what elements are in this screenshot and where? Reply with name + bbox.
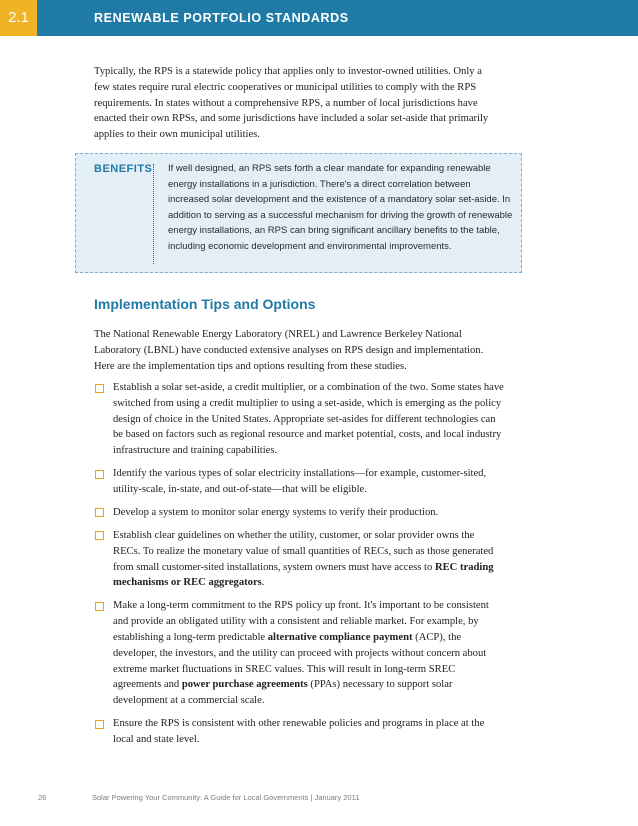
tip-text: (PPAs) necessary to support solar development at a commercial scale.	[113, 679, 453, 707]
benefits-divider	[153, 164, 154, 264]
intro-paragraph: Typically, the RPS is a statewide policy that applies only to investor-owned utilities. Only a few states require rural electric cooperatives or municipal utilities to comply with the RPS requirements. In states without a comprehensive RPS, a number of local jurisdictions have enacted their own RPSs, and some jurisdictions have included a solar set-aside that primarily applies to their own municipal utilities.	[94, 66, 489, 141]
section-title: RENEWABLE PORTFOLIO STANDARDS	[94, 11, 349, 25]
page-number: 26	[38, 793, 47, 802]
tip-text: Identify the various types of solar electricity installations—for example, customer-sited, utility-scale, in-state, and out-of-state—that will be eligible.	[113, 468, 487, 495]
tip-text: Establish a solar set-aside, a credit multiplier, or a combination of the two. Some states have switched from using a credit multiplier to using a set-aside, which is emerging as the policy design of choice in the United States. Appropriate set-asides for different technologies can be based on factors such as regional resource and market potential, costs, and local industry infrastructure and training capabilities.	[113, 382, 504, 457]
list-item	[94, 598, 504, 709]
bold-term: alternative compliance payment	[267, 631, 413, 643]
benefits-label: BENEFITS	[94, 163, 153, 175]
benefits-text: If well designed, an RPS sets forth a clear mandate for expanding renewable energy installations in a jurisdiction. There's a direct correlation between increased solar development and the existence of a mandatory solar set-aside. In addition to serving as a successful mechanism for driving the growth of renewable energy installations, an RPS can bring significant ancillary benefits to the table, including economic development and environmental improvements.	[168, 163, 513, 252]
benefits-box	[75, 153, 522, 273]
header-bar	[0, 0, 638, 36]
tip-text: Make a long-term commitment to the RPS policy up front. It's important to be consistent and provide an obligated utility with a consistent and reliable market. For example, by establishing a long-term predictable	[113, 600, 489, 643]
implementation-heading: Implementation Tips and Options	[94, 296, 316, 312]
checkbox-icon	[95, 508, 104, 517]
list-item	[94, 716, 504, 748]
checkbox-icon	[95, 720, 104, 729]
list-item	[94, 380, 504, 459]
checkbox-icon	[95, 384, 104, 393]
list-item	[94, 528, 504, 591]
list-item	[94, 466, 504, 498]
page-footer	[0, 791, 638, 805]
section-number: 2.1	[0, 0, 37, 36]
tip-text: Develop a system to monitor solar energy systems to verify their production.	[113, 506, 439, 518]
checkbox-icon	[95, 470, 104, 479]
checkbox-icon	[95, 602, 104, 611]
tip-text: Ensure the RPS is consistent with other renewable policies and programs in place at the local and state level.	[113, 718, 485, 745]
bold-term: power purchase agreements	[181, 679, 308, 691]
tip-text: Establish clear guidelines on whether the utility, customer, or solar provider owns the RECs. To realize the monetary value of small quantities of RECs, such as those generated from small customer-sited installations, system owners must have access to	[113, 529, 494, 573]
footer-text: Solar Powering Your Community: A Guide for Local Governments | January 2011	[92, 793, 360, 802]
checkbox-icon	[95, 531, 104, 540]
tip-text: .	[261, 577, 265, 589]
tips-list	[94, 380, 504, 755]
bold-term: REC trading mechanisms or REC aggregators	[113, 561, 494, 589]
implementation-intro: The National Renewable Energy Laboratory (NREL) and Lawrence Berkeley National Laboratory (LBNL) have conducted extensive analyses on RPS design and implementation. Here are the implementation tips and options resulting from these studies.	[94, 329, 484, 372]
tip-text: (ACP), the developer, the investors, and the utility can proceed with projects without concern about extreme market fluctuations in SREC values. This will result in long-term SREC agreements and	[113, 631, 487, 691]
list-item	[94, 505, 504, 521]
